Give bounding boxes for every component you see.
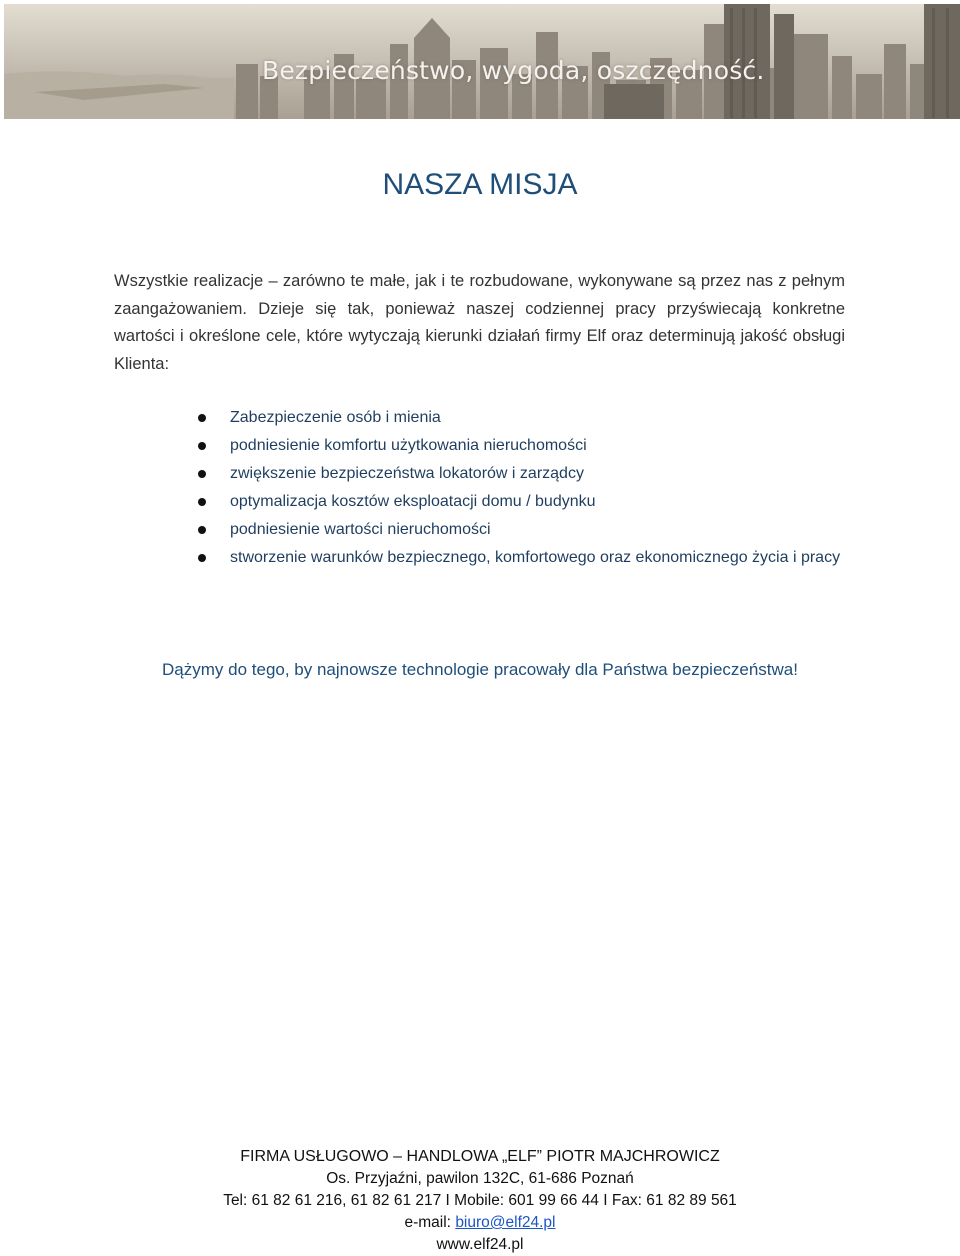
list-item-text: zwiększenie bezpieczeństwa lokatorów i zarządcy — [230, 465, 584, 482]
list-item-text: stworzenie warunków bezpiecznego, komfortowego oraz ekonomicznego życia i pracy — [230, 549, 841, 566]
company-name: FIRMA USŁUGOWO – HANDLOWA „ELF” PIOTR MAJCHROWICZ — [240, 1148, 720, 1165]
email-label: e-mail: — [404, 1214, 451, 1231]
banner-tagline: Bezpieczeństwo, wygoda, oszczędność. — [262, 56, 765, 85]
company-phones: Tel: 61 82 61 216, 61 82 61 217 I Mobile: 601 99 66 44 I Fax: 61 82 89 561 — [223, 1192, 737, 1209]
list-item — [196, 488, 846, 516]
list-item-text: optymalizacja kosztów eksploatacji domu / budynku — [230, 493, 596, 510]
bullet-icon — [198, 554, 206, 562]
list-item-text: podniesienie wartości nieruchomości — [230, 521, 491, 538]
email-line — [0, 1212, 960, 1234]
list-item — [196, 516, 846, 544]
bullet-icon — [198, 498, 206, 506]
mission-list — [196, 404, 846, 572]
bullet-icon — [198, 414, 206, 422]
list-item — [196, 460, 846, 488]
list-item-text: Zabezpieczenie osób i mienia — [230, 409, 441, 426]
list-item — [196, 432, 846, 460]
intro-paragraph: Wszystkie realizacje – zarówno te małe, jak i te rozbudowane, wykonywane są przez nas z pełnym zaangażowaniem. Dzieje się tak, ponieważ naszej codziennej pracy przyświecają konkretne wartości i określone cele, które wytyczają kierunki działań firmy Elf oraz determinują jakość obsługi Klienta: — [114, 272, 845, 373]
header-banner — [4, 4, 960, 119]
bullet-icon — [198, 442, 206, 450]
list-item — [196, 544, 846, 572]
list-item — [196, 404, 846, 432]
list-item-text: podniesienie komfortu użytkowania nieruchomości — [230, 437, 587, 454]
email-link[interactable]: biuro@elf24.pl — [455, 1214, 556, 1231]
page-title: NASZA MISJA — [382, 168, 578, 201]
closing-statement: Dążymy do tego, by najnowsze technologie pracowały dla Państwa bezpieczeństwa! — [162, 660, 798, 679]
company-address: Os. Przyjaźni, pawilon 132C, 61-686 Poznań — [326, 1170, 634, 1187]
bullet-icon — [198, 526, 206, 534]
website: www.elf24.pl — [436, 1236, 524, 1253]
bullet-icon — [198, 470, 206, 478]
footer — [0, 1146, 960, 1256]
